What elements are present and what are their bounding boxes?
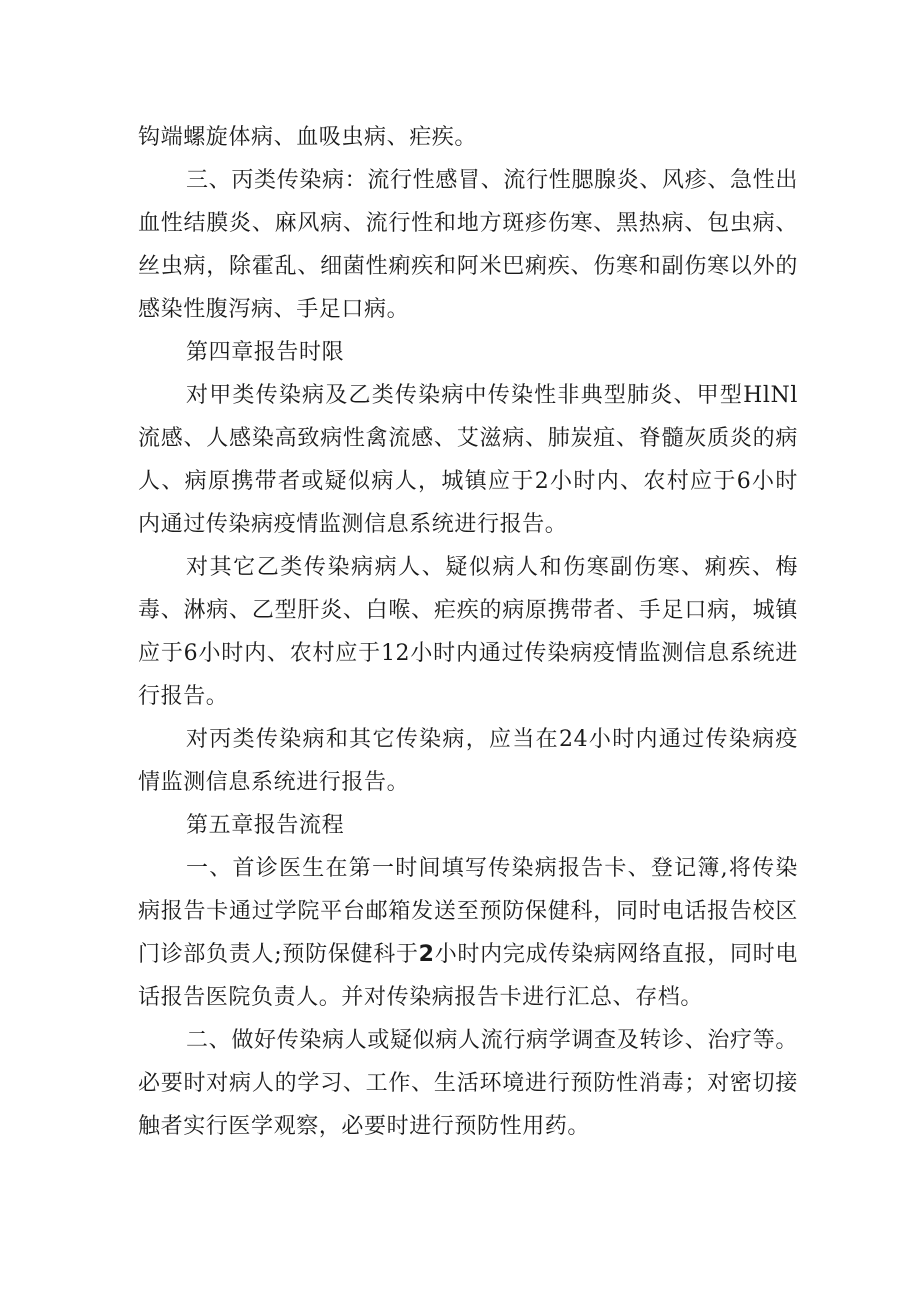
paragraph-class-c-diseases: 三、丙类传染病：流行性感冒、流行性腮腺炎、风疹、急性出血性结膜炎、麻风病、流行性和地方斑疹伤寒、黑热病、包虫病、丝虫病，除霍乱、细菌性痢疾和阿米巴痢疾、伤寒和副伤寒以外的感染性腹泻病、手足口病。	[138, 168, 798, 322]
step-1-text-b: 小时内完成传染病网络直报，同时电话报告医院负责人。并对传染病报告卡进行汇总、存档。	[138, 942, 798, 1010]
paragraph-continuation: 钩端螺旋体病、血吸虫病、疟疾。	[138, 125, 478, 150]
paragraph-class-c-time-limit: 对丙类传染病和其它传染病，应当在24小时内通过传染病疫情监测信息系统进行报告。	[138, 727, 798, 795]
paragraph-class-b-time-limit: 对其它乙类传染病病人、疑似病人和伤寒副伤寒、痢疾、梅毒、淋病、乙型肝炎、白喉、疟疾的病原携带者、手足口病，城镇应于6小时内、农村应于12小时内通过传染病疫情监测信息系统进行报告。	[138, 555, 798, 709]
document-body	[138, 116, 798, 1148]
chapter-5-heading: 第五章报告流程	[186, 813, 345, 838]
paragraph-procedure-step-2: 二、做好传染病人或疑似病人流行病学调查及转诊、治疗等。必要时对病人的学习、工作、生活环境进行预防性消毒；对密切接触者实行医学观察，必要时进行预防性用药。	[138, 1028, 798, 1139]
step-1-text-a: 一、首诊医生在第一时间填写传染病报告卡、登记簿,将传染病报告卡通过学院平台邮箱发送至预防保健科，同时电话报告校区门诊部负责人;预防保健科于	[138, 856, 798, 967]
step-1-hours-number: 2	[418, 942, 435, 967]
paragraph-procedure-step-1	[138, 847, 798, 1019]
chapter-4-heading: 第四章报告时限	[186, 340, 345, 365]
paragraph-class-a-time-limit: 对甲类传染病及乙类传染病中传染性非典型肺炎、甲型HlNl流感、人感染高致病性禽流感、艾滋病、肺炭疽、脊髓灰质炎的病人、病原携带者或疑似病人，城镇应于2小时内、农村应于6小时内通过传染病疫情监测信息系统进行报告。	[138, 383, 798, 537]
